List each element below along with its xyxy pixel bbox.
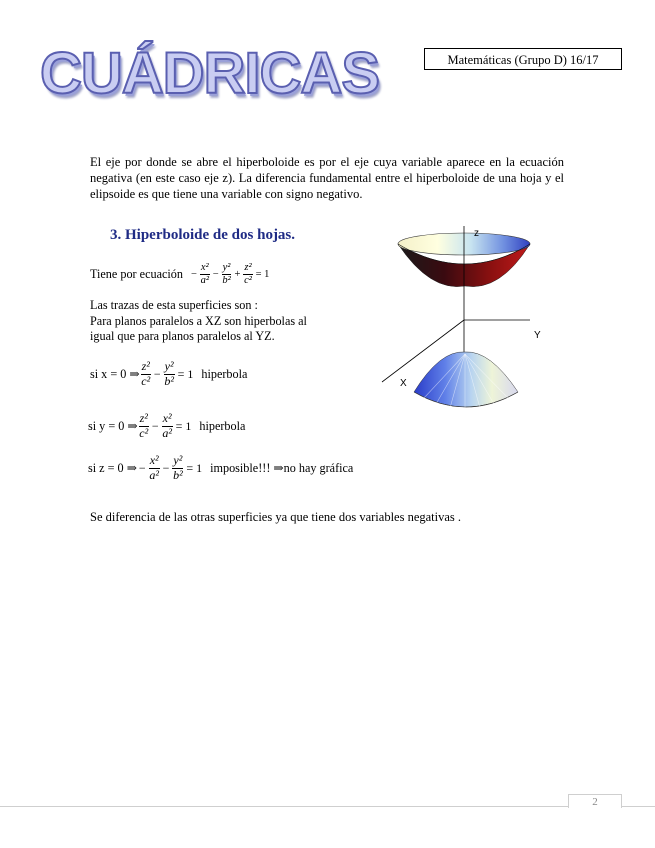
minus-sign: − — [212, 269, 219, 281]
y-axis-label: Y — [534, 330, 541, 341]
plus-sign: + — [234, 269, 241, 281]
denominator: c² — [244, 275, 252, 287]
z-axis-label: z — [474, 228, 479, 239]
fraction — [162, 412, 173, 441]
minus-sign: − — [190, 269, 197, 281]
section-heading — [110, 227, 295, 244]
case-result: hiperbola — [201, 366, 248, 381]
footer-divider — [0, 806, 655, 807]
case-y-zero — [88, 412, 245, 441]
case-prefix: si y = 0 ⇒ — [88, 418, 138, 433]
numerator: z² — [243, 262, 252, 275]
fraction — [172, 454, 183, 483]
section-title-text: Hiperboloide de dos hojas. — [125, 227, 296, 243]
fraction-x-a — [200, 262, 210, 287]
conclusion-text: Se diferencia de las otras superficies ya que tiene dos variables negativas . — [90, 510, 462, 524]
hyperboloid-figure — [380, 222, 550, 424]
denominator: b² — [173, 467, 183, 482]
case-prefix: si x = 0 ⇒ — [90, 366, 140, 381]
numerator: y² — [173, 453, 183, 467]
denominator: a² — [149, 467, 159, 482]
denominator: c² — [139, 425, 149, 440]
numerator: x² — [200, 262, 210, 275]
course-label: Matemáticas (Grupo D) 16/17 — [424, 48, 622, 70]
numerator: z² — [141, 359, 150, 373]
page-number: 2 — [568, 794, 622, 808]
fraction — [149, 454, 160, 483]
denominator: a² — [162, 425, 172, 440]
case-expression — [137, 454, 204, 483]
fraction — [164, 360, 175, 389]
equals-one: = 1 — [177, 366, 194, 381]
denominator: c² — [141, 373, 151, 388]
minus-sign: − — [153, 366, 161, 381]
fraction — [141, 360, 151, 389]
case-result: hiperbola — [199, 418, 246, 433]
equation-line — [90, 262, 271, 287]
denominator: a² — [200, 275, 209, 287]
case-z-zero — [88, 454, 353, 483]
minus-sign: − — [138, 460, 146, 475]
equals-one: = 1 — [255, 269, 270, 281]
case-x-zero — [90, 360, 247, 389]
case-expression — [140, 360, 196, 389]
equation-label: Tiene por ecuación — [90, 267, 183, 282]
case-result: imposible!!! ⇒no hay gráfica — [210, 460, 354, 475]
numerator: y² — [222, 262, 232, 275]
fraction-y-b — [222, 262, 232, 287]
intro-paragraph: El eje por donde se abre el hiperboloide es por el eje cuya variable aparece en la ecuación negativa (en este caso eje z). La diferencia fundamental entre el hiperboloide de una hoja y el elipsoide es que tiene una variable con signo negativo. — [90, 155, 564, 201]
trazas-text — [90, 298, 307, 345]
equals-one: = 1 — [175, 418, 192, 433]
document-title: CUÁDRICAS — [40, 41, 379, 106]
numerator: x² — [162, 411, 172, 425]
section-number: 3. — [110, 227, 122, 243]
numerator: y² — [164, 359, 174, 373]
x-axis-label: X — [400, 378, 407, 389]
numerator: z² — [139, 411, 148, 425]
minus-sign: − — [162, 460, 170, 475]
numerator: x² — [149, 453, 159, 467]
lower-sheet — [414, 352, 518, 409]
denominator: b² — [164, 373, 174, 388]
minus-sign: − — [151, 418, 159, 433]
denominator: b² — [222, 275, 231, 287]
trazas-line: Las trazas de esta superficies son : — [90, 298, 258, 312]
hyperboloid-equation — [189, 262, 271, 287]
trazas-line: Para planos paralelos a XZ son hiperbolas al — [90, 313, 307, 328]
trazas-line: igual que para planos paralelos al YZ. — [90, 329, 275, 343]
fraction-z-c — [243, 262, 252, 287]
case-expression — [138, 412, 194, 441]
case-prefix: si z = 0 ⇒ — [88, 460, 137, 475]
fraction — [139, 412, 149, 441]
equals-one: = 1 — [186, 460, 203, 475]
